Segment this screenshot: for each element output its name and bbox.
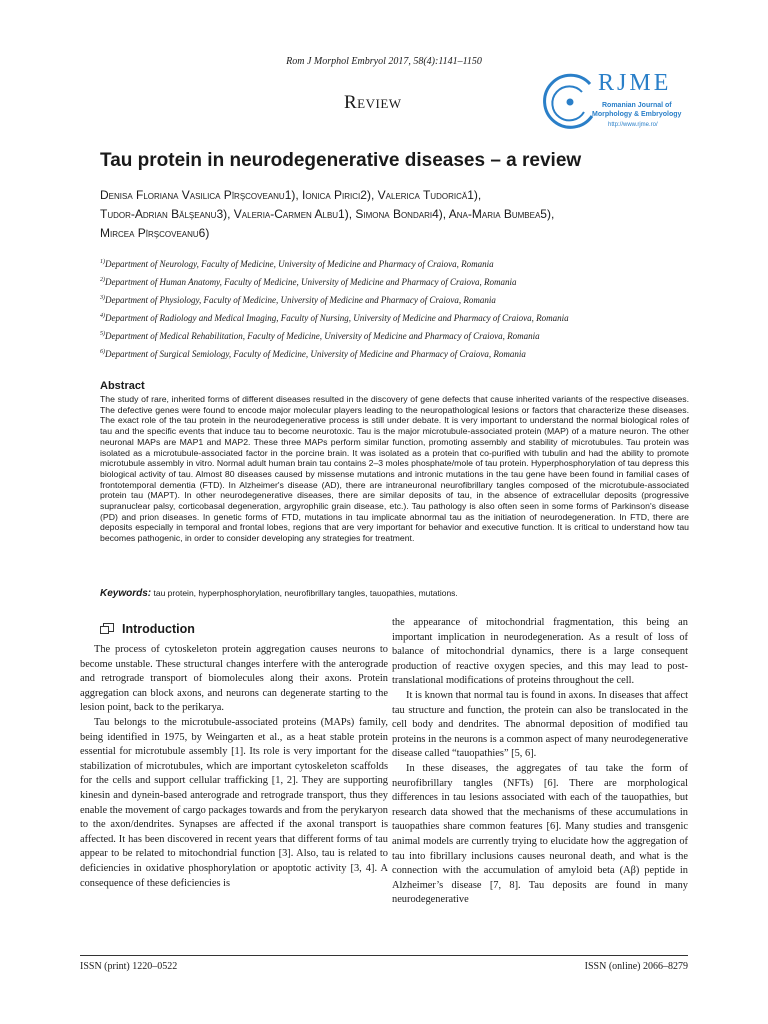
logo-url: http://www.rjme.ro/ [608, 122, 658, 128]
affiliation-item: $^{3)}$Department of Physiology, Faculty of Medicine, University of Medicine and Pharmacy of Craiova, Romania [100, 295, 496, 305]
section-icon [103, 623, 114, 632]
body-paragraph-continued: the appearance of mitochondrial fragmentation, this being an important implication in neurodegeneration. As a result of loss of balance of mitochondrial dynamics, there is a large consequent production of reactive oxygen species, and this may lead to post-translational modifications of proteins throughout the cell. [392, 617, 688, 687]
journal-logo [530, 68, 700, 138]
section-label: Review [344, 92, 402, 113]
authors-line-1: Denisa Floriana Vasilica Pîrşcoveanu1), Ionica Pirici2), Valerica Tudorică1), [100, 188, 482, 202]
body-paragraph: Tau belongs to the microtubule-associated proteins (MAPs) family, being identified in 1975, by Weingarten et al., as a heat stable protein essential for microtubule assembly [1]. Its role is very important for the stabilization of microtubules, which are important cytoskeleton scaffolds for the cells and support cellular trafficking [1, 2]. They are supporting kinesin and dynein-based anterograde and retrograde transport, thus they enable the movement of cargo packages towards and from the perykaryon to the axon/dendrites. Synapses are affected if the axonal transport is affected. It has been discovered in recent years that different forms of tau appear to be related to mitochondrial function [3]. Also, tau is related to deficiencies in oxidative phosphorylation or apoptotic activity [3, 4]. A consequence of these deficiencies is [80, 716, 388, 889]
left-column [80, 643, 388, 891]
abstract-heading: Abstract [100, 380, 145, 392]
authors-line-3: Mircea Pîrşcoveanu6) [100, 226, 210, 240]
authors-line-2: Tudor-Adrian Bălşeanu3), Valeria-Carmen Albu1), Simona Bondari4), Ana-Maria Bumbea5), [100, 207, 555, 221]
keywords [100, 588, 689, 599]
keywords-text: tau protein, hyperphosphorylation, neurofibrillary tangles, tauopathies, mutations. [153, 588, 458, 598]
keywords-label: Keywords: [100, 588, 152, 599]
affiliation-item: $^{4)}$Department of Radiology and Medical Imaging, Faculty of Nursing, University of Medicine and Pharmacy of Craiova, Romania [100, 313, 569, 323]
body-paragraph: The process of cytoskeleton protein aggregation causes neurons to become unstable. These structural changes interfere with the anterograde and retrograde transport of biomolecules along their axons. Protein aggregation can block axons, and neurons can degenerate starting to the lesion point, back to the perikarya. [80, 644, 388, 714]
body-paragraph: It is known that normal tau is found in axons. In diseases that affect tau structure and function, the protein can also be translocated in the cell body and dendrites. The abnormal deposition of modified tau proteins in the neurons is a common aspect of many neurodegenerative disease called “tauopathies” [5, 6]. [392, 689, 688, 760]
affiliation-item: $^{5)}$Department of Medical Rehabilitation, Faculty of Medicine, University of Medicine and Pharmacy of Craiova, Romania [100, 331, 540, 341]
issn-online: ISSN (online) 2066–8279 [584, 961, 688, 972]
affiliation-item: $^{2)}$Department of Human Anatomy, Faculty of Medicine, University of Medicine and Pharmacy of Craiova, Romania [100, 277, 517, 287]
logo-name-line1: Romanian Journal of [602, 102, 672, 109]
introduction-heading: Introduction [103, 622, 195, 636]
body-paragraph: In these diseases, the aggregates of tau take the form of neurofibrillary tangles (NFTs) [6]. There are morphological differences in tau lesions associated with each of the tauopathies, but research data showed that the mechanisms of these accumulations in tauopathies share common features [6]. Many studies and transgenic animal models are currently trying to elucidate how the aggregation of tau into fibrillary inclusions causes neuronal death, and what is the connection with the accumulation of amyloid beta (Aβ) peptide in Alzheimer’s disease [7, 8]. Tau deposits are found in many neurodegenerative [392, 762, 688, 906]
logo-name-line2: Morphology & Embryology [592, 111, 682, 118]
footer-divider [80, 955, 688, 956]
journal-reference: Rom J Morphol Embryol 2017, 58(4):1141–1150 [286, 56, 482, 67]
affiliation-item: $^{1)}$Department of Neurology, Faculty of Medicine, University of Medicine and Pharmacy of Craiova, Romania [100, 259, 494, 269]
author-list [100, 186, 700, 243]
article-title: Tau protein in neurodegenerative diseases – a review [100, 150, 582, 171]
logo-swirl-icon [530, 72, 600, 134]
abstract-text: The study of rare, inherited forms of different diseases resulted in the discovery of gene defects that cause inherited variants of the respective diseases. The defective genes were found to encode major molecular players leading to the neuropathological lesions or factors that characterize these diseases. The exact role of the tau protein in the neurodegenerative process is still under debate. It is very important to understand the normal biological roles of tau and the specific events that induce tau to become neurotoxic. Tau is the major microtubule-associated protein (MAP) of a mature neuron. The other neuronal MAPs are MAP1 and MAP2. These three MAPs perform similar function, promoting assembly and stability of microtubules. Tau protein was isolated as a microtubule-associated factor in the porcine brain. It was isolated as a protein that co-purified with tubulin and had the ability to promote microtubule assembly in vitro. Normal adult human brain tau contains 2–3 moles phosphate/mole of tau protein. Hyperphosphorylation of tau depress this biological activity of tau. Almost 80 diseases caused by missense mutations and intronic mutations in the tau gene have been found in familial cases of frontotemporal dementia (FTD). In Alzheimer's disease (AD), there are intraneuronal neurofibrillary tangles composed of the microtubule-associated protein tau (MAPT). In other neurodegenerative diseases, there are similar deposits of tau, in the absence of extracellular deposits (progressive supranuclear palsy, corticobasal degeneration, argyrophilic grain disease, etc.). Tau pathology is also often seen in some forms of Parkinson's disease (PD) and prion diseases. In genetic forms of FTD, mutations in tau implicate abnormal tau as the initiation of neurodegeneration. In FTD, there are deposits especially in temporal and frontal lobes, regions that are very important for behavior and executive function. It is critical to understand how tau becomes pathogenic, in order to consider developing any strategies for treatment. [100, 394, 689, 544]
logo-acronym: RJME [598, 70, 672, 96]
issn-print: ISSN (print) 1220–0522 [80, 961, 178, 972]
affiliation-item: $^{6)}$Department of Surgical Semiology, Faculty of Medicine, University of Medicine and Pharmacy of Craiova, Romania [100, 349, 526, 359]
affiliation-list [100, 256, 680, 364]
right-column [392, 616, 688, 908]
